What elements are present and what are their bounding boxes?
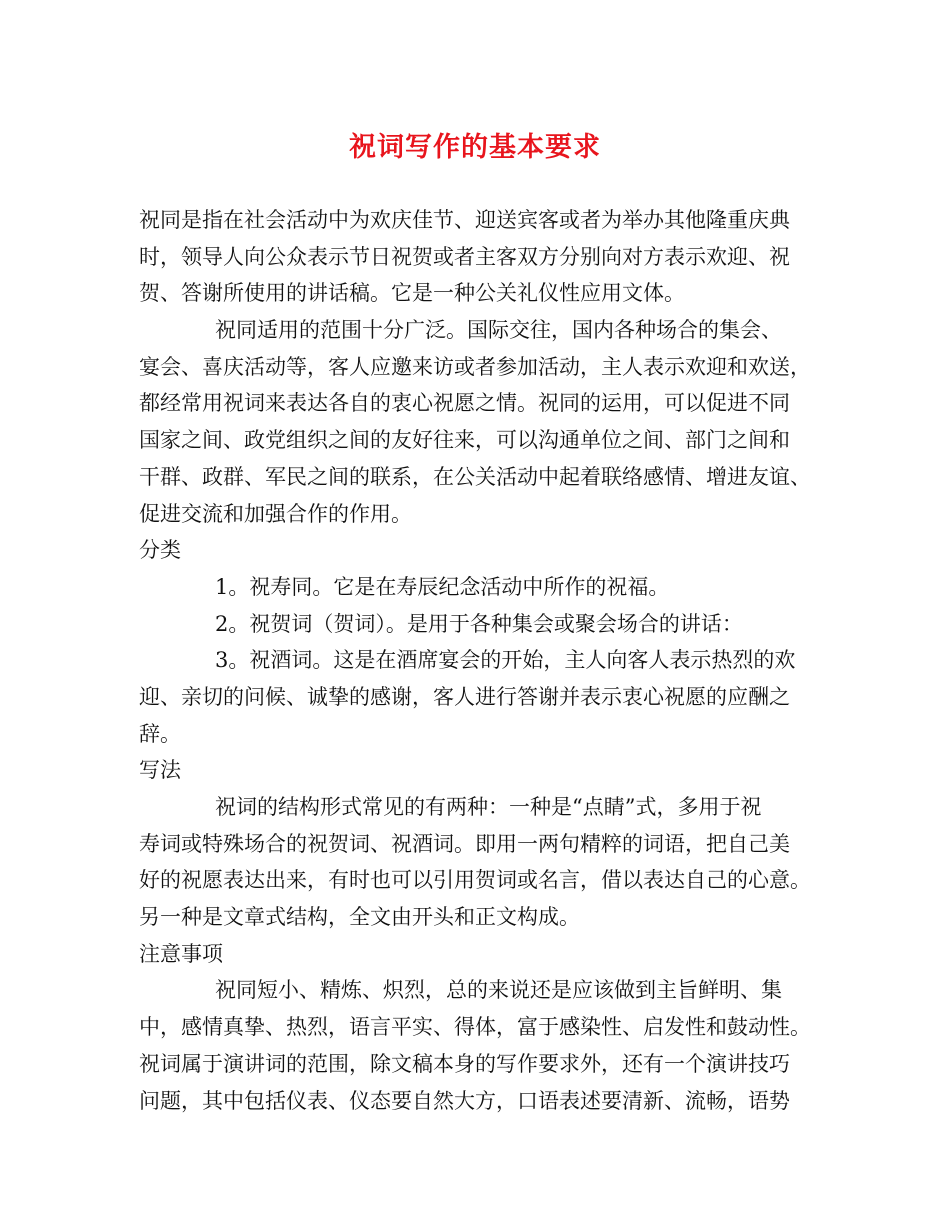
body-line: 辞。 bbox=[139, 721, 181, 746]
body-line: 2。祝贺词（贺词）。是用于各种集会或聚会场合的讲话： bbox=[215, 611, 743, 636]
body-line: 好的祝愿表达出来，有时也可以引用贺词或名言，借以表达自己的心意。 bbox=[139, 868, 811, 893]
body-line: 分类 bbox=[139, 538, 181, 563]
body-line: 写法 bbox=[139, 758, 181, 783]
body-line: 另一种是文章式结构，全文由开头和正文构成。 bbox=[139, 905, 580, 930]
body-line: 促进交流和加强合作的作用。 bbox=[139, 501, 412, 526]
body-line: 祝同短小、精炼、炽烈，总的来说还是应该做到主旨鲜明、集 bbox=[215, 978, 782, 1003]
body-line: 祝词的结构形式常见的有两种：一种是“点睛”式，多用于祝 bbox=[215, 795, 762, 819]
body-line: 寿词或特殊场合的祝贺词、祝酒词。即用一两句精粹的词语，把自己美 bbox=[139, 831, 790, 856]
body-line: 祝同适用的范围十分广泛。国际交往，国内各种场合的集会、 bbox=[215, 318, 782, 343]
body-line: 3。祝酒词。这是在酒席宴会的开始，主人向客人表示热烈的欢 bbox=[215, 648, 796, 673]
body-line: 时，领导人向公众表示节日祝贺或者主客双方分别向对方表示欢迎、祝 bbox=[139, 244, 790, 269]
body-line: 注意事项 bbox=[139, 941, 223, 966]
body-line: 祝词属于演讲词的范围，除文稿本身的写作要求外，还有一个演讲技巧 bbox=[139, 1051, 790, 1076]
body-line: 1。祝寿同。它是在寿辰纪念活动中所作的祝福。 bbox=[215, 574, 670, 599]
document-body bbox=[139, 202, 829, 1119]
body-line: 宴会、喜庆活动等，客人应邀来访或者参加活动，主人表示欢迎和欢送， bbox=[139, 354, 811, 379]
body-line: 问题，其中包括仪表、仪态要自然大方，口语表述要清新、流畅，语势 bbox=[139, 1088, 790, 1113]
body-line: 干群、政群、军民之间的联系，在公关活动中起着联络感情、增进友谊、 bbox=[139, 464, 811, 489]
body-line: 祝同是指在社会活动中为欢庆佳节、迎送宾客或者为举办其他隆重庆典 bbox=[139, 208, 790, 232]
body-line: 国家之间、政党组织之间的友好往来，可以沟通单位之间、部门之间和 bbox=[139, 428, 790, 453]
document-title: 祝词写作的基本要求 bbox=[349, 132, 601, 163]
body-line: 贺、答谢所使用的讲话稿。它是一种公关礼仪性应用文体。 bbox=[139, 281, 685, 306]
body-line: 中，感情真挚、热烈，语言平实、得体，富于感染性、启发性和鼓动性。 bbox=[139, 1015, 811, 1040]
body-line: 都经常用祝词来表达各自的衷心祝愿之情。祝同的运用，可以促进不同 bbox=[139, 391, 790, 416]
body-line: 迎、亲切的问候、诚挚的感谢，客人进行答谢并表示衷心祝愿的应酬之 bbox=[139, 684, 790, 709]
